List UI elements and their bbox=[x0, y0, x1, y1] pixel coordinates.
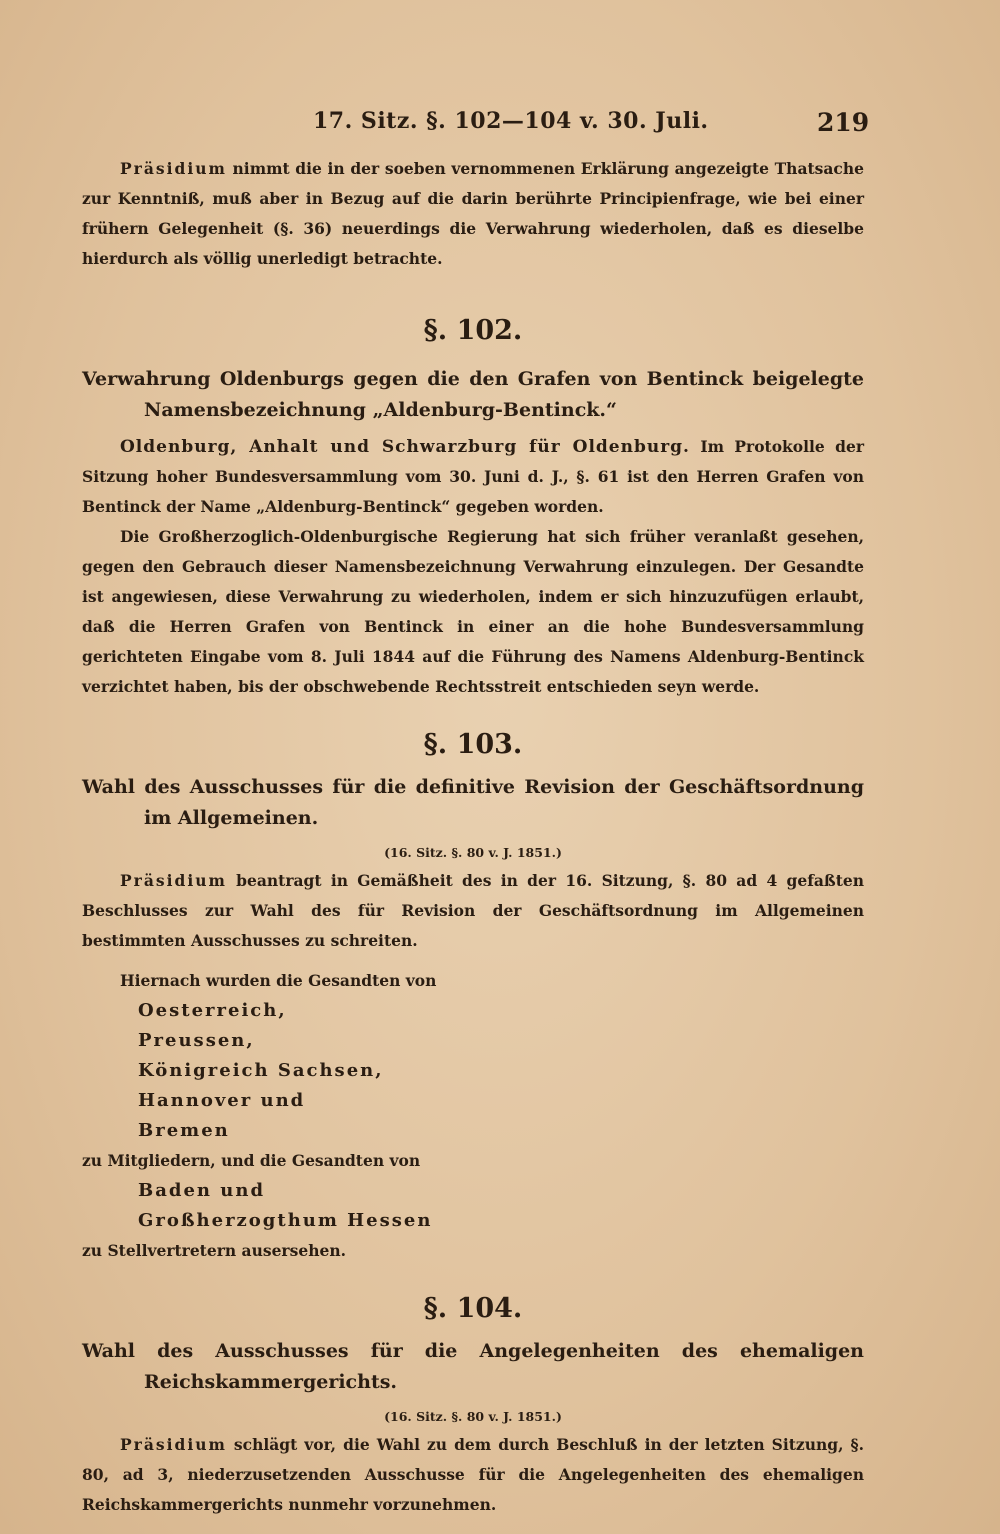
section-103-lead: Präsidium bbox=[120, 871, 227, 890]
section-103-reference: (16. Sitz. §. 80 v. J. 1851.) bbox=[384, 845, 562, 860]
section-103-text: beantragt in Gemäßheit des in der 16. Sitzung, §. 80 ad 4 gefaßten Beschlusses zur Wahl des für Revision der Geschäftsordnung im Allgemeinen bestimmten Ausschusses zu schreiten. bbox=[82, 871, 864, 950]
section-102-heading: §. 102. bbox=[423, 315, 523, 346]
section-104-heading: §. 104. bbox=[423, 1293, 523, 1324]
member-item: Hannover und bbox=[138, 1090, 306, 1111]
section-102-title: Verwahrung Oldenburgs gegen die den Grafen von Bentinck beigelegte Namensbezeichnung „Aldenburg-Bentinck.“ bbox=[82, 368, 864, 421]
section-103-title: Wahl des Ausschusses für die definitive Revision der Geschäftsordnung im Allgemeinen. bbox=[82, 776, 864, 829]
member-item: Bremen bbox=[138, 1120, 230, 1141]
member-item: Preussen, bbox=[138, 1030, 255, 1051]
running-head: 17. Sitz. §. 102—104 v. 30. Juli. bbox=[313, 108, 709, 134]
deputy-item: Baden und bbox=[138, 1180, 266, 1201]
page-header bbox=[0, 108, 1000, 148]
member-item: Oesterreich, bbox=[138, 1000, 287, 1021]
deputies-list bbox=[82, 1176, 864, 1236]
members-role: zu Mitgliedern, und die Gesandten von bbox=[82, 1151, 421, 1170]
intro-lead: Präsidium bbox=[120, 159, 227, 178]
member-item: Königreich Sachsen, bbox=[138, 1060, 384, 1081]
page-body bbox=[82, 150, 864, 1520]
section-104-reference: (16. Sitz. §. 80 v. J. 1851.) bbox=[384, 1409, 562, 1424]
section-104-text: schlägt vor, die Wahl zu dem durch Beschluß in der letzten Sitzung, §. 80, ad 3, niederzusetzenden Ausschusse für die Angelegenheiten des ehemaligen Reichskammergerichts nunmehr vorzunehmen. bbox=[82, 1435, 864, 1514]
intro-paragraph bbox=[82, 154, 864, 274]
section-104-para bbox=[82, 1430, 864, 1520]
page-number: 219 bbox=[817, 108, 870, 137]
intro-text: nimmt die in der soeben vernommenen Erklärung angezeigte Thatsache zur Kenntniß, muß aber in Bezug auf die darin berührte Principienfrage, wie bei einer frühern Gelegenheit (§. 36) neuerdings die Verwahrung wiederholen, daß es dieselbe hierdurch als völlig unerledigt betrachte. bbox=[82, 159, 864, 268]
section-102-para-1-text: Im Protokolle der Sitzung hoher Bundesversammlung vom 30. Juni d. J., §. 61 ist den Herren Grafen von Bentinck der Name „Aldenburg-Bentinck“ gegeben worden. bbox=[82, 437, 864, 516]
deputies-role: zu Stellvertretern ausersehen. bbox=[82, 1241, 346, 1260]
section-103-heading: §. 103. bbox=[423, 729, 523, 760]
members-intro: Hiernach wurden die Gesandten von bbox=[120, 971, 437, 990]
section-102-states: Oldenburg, Anhalt und Schwarzburg für Oldenburg. bbox=[120, 437, 690, 457]
members-list bbox=[82, 996, 864, 1146]
section-102-para-2: Die Großherzoglich-Oldenburgische Regierung hat sich früher veranlaßt gesehen, gegen den Gebrauch dieser Namensbezeichnung Verwahrung einzulegen. Der Gesandte ist angewiesen, diese Verwahrung zu wiederholen, indem er sich hinzuzufügen erlaubt, daß die Herren Grafen von Bentinck in einer an die hohe Bundesversammlung gerichteten Eingabe vom 8. Juli 1844 auf die Führung des Namens Aldenburg-Bentinck verzichtet haben, bis der obschwebende Rechtsstreit entschieden seyn werde. bbox=[82, 527, 864, 696]
deputy-item: Großherzogthum Hessen bbox=[138, 1210, 433, 1231]
section-103-para bbox=[82, 866, 864, 956]
section-104-title: Wahl des Ausschusses für die Angelegenheiten des ehemaligen Reichskammergerichts. bbox=[82, 1340, 864, 1393]
section-104-lead: Präsidium bbox=[120, 1435, 227, 1454]
section-102-para-1 bbox=[82, 432, 864, 522]
